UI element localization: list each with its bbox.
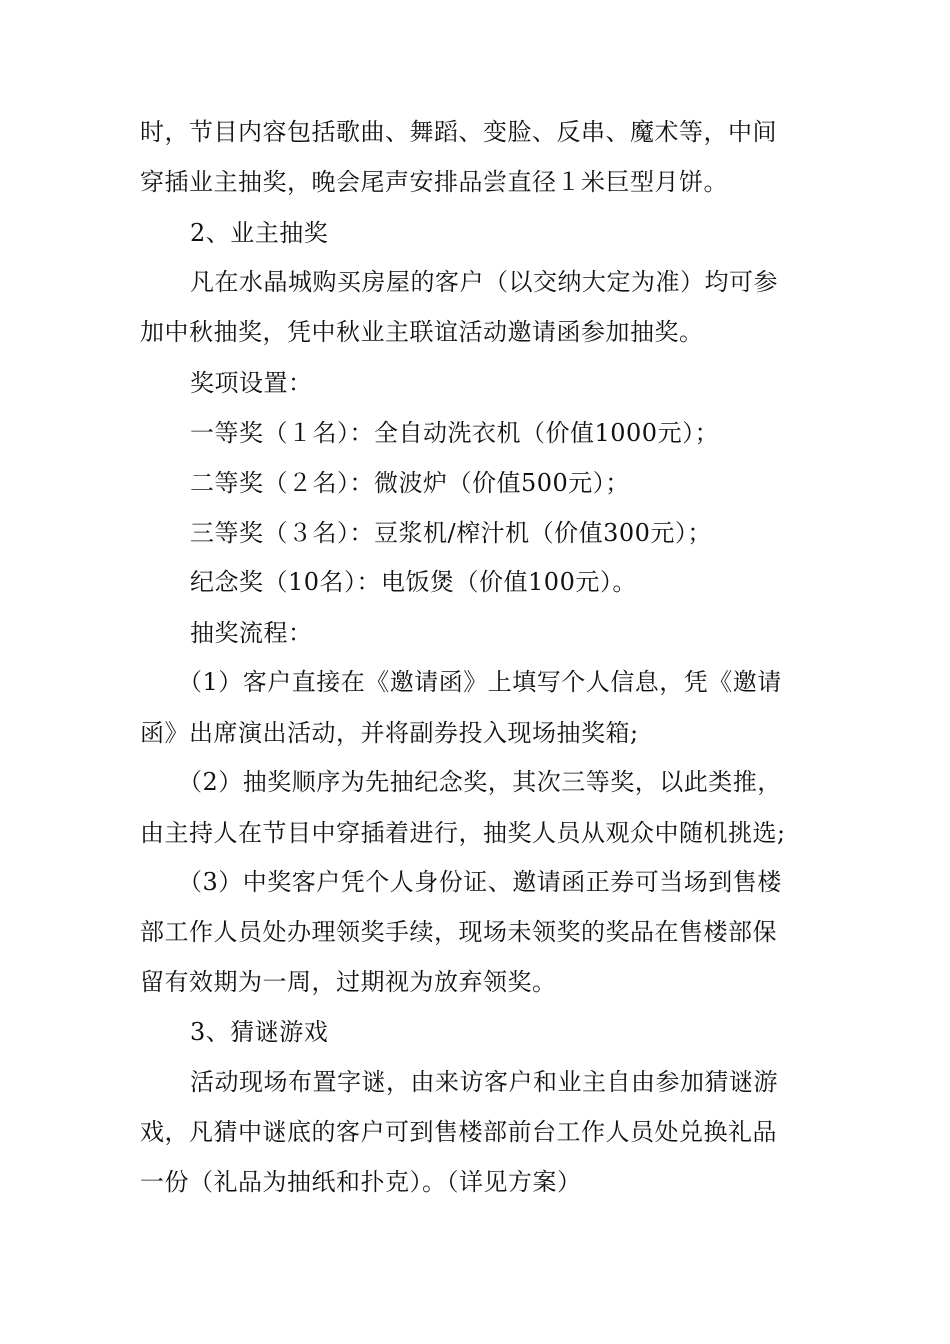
process-step-line: （2）抽奖顺序为先抽纪念奖，其次三等奖，以此类推， — [178, 768, 782, 796]
prize-item-second: 二等奖（２名）：微波炉（价值500元）； — [190, 469, 630, 497]
paragraph-line: 凡在水晶城购买房屋的客户（以交纳大定为准）均可参 — [190, 268, 778, 296]
prize-item-first: 一等奖（１名）：全自动洗衣机（价值1000元）； — [190, 419, 720, 447]
paragraph-line: 一份（礼品为抽纸和扑克）。（详见方案） — [140, 1168, 582, 1196]
process-step-line: 由主持人在节目中穿插着进行，抽奖人员从观众中随机挑选; — [140, 819, 786, 847]
lottery-process-heading: 抽奖流程： — [190, 619, 313, 647]
prize-item-third: 三等奖（３名）：豆浆机/榨汁机（价值300元）； — [190, 519, 712, 547]
paragraph-line: 活动现场布置字谜，由来访客户和业主自由参加猜谜游 — [190, 1068, 778, 1096]
process-step-line: 函》出席演出活动，并将副券投入现场抽奖箱; — [140, 719, 639, 747]
process-step-line: 留有效期为一周，过期视为放弃领奖。 — [140, 968, 557, 996]
prize-settings-heading: 奖项设置： — [190, 369, 313, 397]
paragraph-line: 时，节目内容包括歌曲、舞蹈、变脸、反串、魔术等，中间 — [140, 118, 777, 146]
paragraph-line: 加中秋抽奖，凭中秋业主联谊活动邀请函参加抽奖。 — [140, 318, 704, 346]
process-step-line: （3）中奖客户凭个人身份证、邀请函正券可当场到售楼 — [178, 868, 782, 896]
process-step-line: 部工作人员处办理领奖手续，现场未领奖的奖品在售楼部保 — [140, 918, 777, 946]
process-step-line: （1）客户直接在《邀请函》上填写个人信息，凭《邀请 — [178, 668, 782, 696]
section-heading-riddle-game: 3、猜谜游戏 — [190, 1018, 329, 1046]
prize-item-commemorative: 纪念奖（10名）：电饭煲（价值100元）。 — [190, 568, 637, 596]
section-heading-owner-lottery: 2、业主抽奖 — [190, 219, 329, 247]
paragraph-line: 戏，凡猜中谜底的客户可到售楼部前台工作人员处兑换礼品 — [140, 1118, 777, 1146]
paragraph-line: 穿插业主抽奖，晚会尾声安排品尝直径１米巨型月饼。 — [140, 168, 728, 196]
